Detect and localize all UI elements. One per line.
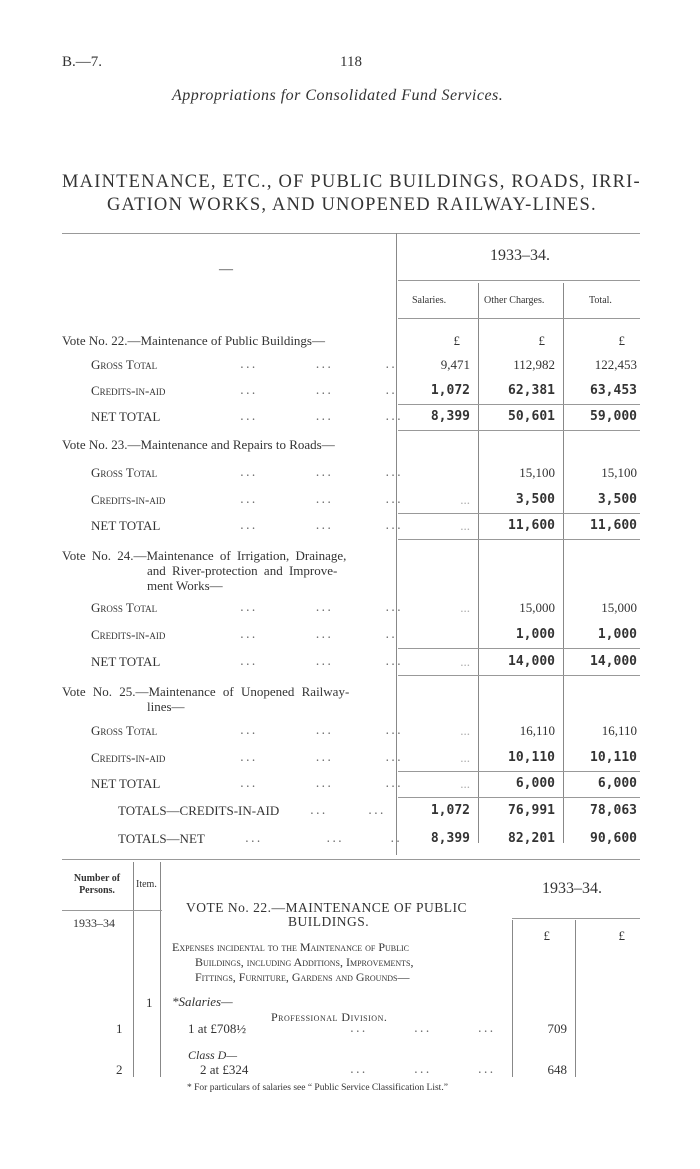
running-title: Appropriations for Consolidated Fund Services. [172,87,504,104]
rule [398,404,640,405]
v23-credits-total: 3,500 [597,492,637,507]
v24-gross-label: Gross Total [91,600,158,615]
v22-gross-total: 122,453 [594,357,637,372]
year-heading: 1933–34. [490,247,550,264]
v25-credits-salaries: ... [460,750,470,765]
v22-net-total: 59,000 [590,409,637,424]
rule [398,539,640,540]
currency-total: £ [618,333,625,348]
v23-net-label: NET TOTAL [91,518,161,533]
leader: ... ... ... [350,1021,496,1035]
detail-currency-2: £ [618,928,625,943]
year-rule [398,280,640,281]
leader: ... ... ... [350,1062,496,1076]
col-total: Total. [589,295,612,306]
detail-divider-1 [133,862,134,1077]
class-heading: Class D— [188,1048,238,1062]
vote-25-title-line2: lines— [147,699,185,714]
leader: ... ... ... [240,465,403,479]
vote-24-title-line3: ment Works— [147,578,223,593]
v24-credits-label: Credits-in-aid [91,627,166,642]
v25-gross-total: 16,110 [601,723,637,738]
vote-24-title-line1: Vote No. 24.—Maintenance of Irrigation, Drainage, [62,548,347,563]
v25-gross-label: Gross Total [91,723,158,738]
row1-persons: 1 [116,1021,123,1036]
v23-credits-label: Credits-in-aid [91,492,166,507]
v22-credits-total: 63,453 [590,383,637,398]
rule [398,430,640,431]
detail-divider-4 [575,920,576,1077]
page-ref: B.—7. [62,54,103,70]
page-number: 118 [340,54,362,70]
col-salaries: Salaries. [412,295,447,306]
v24-gross-total: 15,000 [601,600,637,615]
leader: ... ... ... [240,600,403,614]
expenses-line-2: Buildings, including Additions, Improvements, [195,955,414,969]
col-divider-2 [563,283,564,843]
totals-net-label: TOTALS—NET [118,831,205,846]
salaries-heading: *Salaries— [172,994,233,1009]
vote-22-title: Vote No. 22.—Maintenance of Public Buildings— [62,333,325,348]
v23-gross-total: 15,100 [601,465,637,480]
col-number-persons: Number of Persons. [73,873,121,896]
v24-gross-other: 15,000 [519,600,555,615]
detail-divider-3 [512,920,513,1077]
division-heading: Professional Division. [271,1010,388,1024]
section-title-line2: GATION WORKS, AND UNOPENED RAILWAY-LINES. [107,195,597,215]
rule [398,648,640,649]
totals-net-salaries: 8,399 [430,831,470,846]
rule [398,675,640,676]
vote-23-title: Vote No. 23.—Maintenance and Repairs to Roads— [62,437,335,452]
v24-net-label: NET TOTAL [91,654,161,669]
v22-gross-label: Gross Total [91,357,158,372]
leader: ... ... .. [240,627,397,641]
detail-vote-title-1: VOTE No. 22.—MAINTENANCE OF PUBLIC [186,900,467,915]
v22-net-salaries: 8,399 [430,409,470,424]
v25-credits-label: Credits-in-aid [91,750,166,765]
leader: ... ... .. [240,357,397,371]
totals-credits-other: 76,991 [508,803,555,818]
v22-credits-label: Credits-in-aid [91,383,166,398]
leader: ... ... ... [240,409,403,423]
stub-dash: — [219,262,233,277]
row2-text: 2 at £324 [200,1062,249,1077]
leader: ... ... ... [240,492,403,506]
v23-gross-other: 15,100 [519,465,555,480]
totals-credits-salaries: 1,072 [430,803,470,818]
v25-net-label: NET TOTAL [91,776,161,791]
v22-credits-salaries: 1,072 [430,383,470,398]
v25-gross-salaries: ... [460,723,470,738]
v22-net-label: NET TOTAL [91,409,161,424]
v25-credits-other: 10,110 [508,750,555,765]
currency-salaries: £ [453,333,460,348]
v24-net-salaries: ... [460,654,470,669]
detail-year-rule [512,918,640,919]
v23-net-salaries: ... [460,518,470,533]
v23-net-other: 11,600 [508,518,555,533]
v23-credits-other: 3,500 [515,492,555,507]
v23-gross-label: Gross Total [91,465,158,480]
expenses-line-1: Expenses incidental to the Maintenance of Public [172,940,409,954]
leader: ... ... ... [240,723,403,737]
v25-net-other: 6,000 [515,776,555,791]
expenses-line-3: Fittings, Furniture, Gardens and Grounds— [195,970,410,984]
row2-persons: 2 [116,1062,123,1077]
item-number: 1 [146,995,153,1010]
v24-credits-total: 1,000 [597,627,637,642]
totals-net-total: 90,600 [590,831,637,846]
detail-currency-1: £ [543,928,550,943]
row2-amount: 648 [547,1062,567,1077]
v23-credits-salaries: ... [460,492,470,507]
leader: ... ... ... [240,518,403,532]
col-other-charges: Other Charges. [484,295,545,306]
leader: ... ... ... [240,750,403,764]
v22-gross-salaries: 9,471 [440,357,470,372]
v24-net-other: 14,000 [508,654,555,669]
v23-net-total: 11,600 [590,518,637,533]
v25-net-total: 6,000 [597,776,637,791]
leader: ... ... ... [240,654,403,668]
table-bottom-rule [62,859,640,860]
detail-vote-title-2: BUILDINGS. [288,914,370,929]
table-top-rule [62,233,640,234]
year-left: 1933–34 [73,916,115,930]
leader: ... ... ... [240,776,403,790]
leader: ... ... .. [245,831,402,845]
v25-net-salaries: ... [460,776,470,791]
v24-gross-salaries: ... [460,600,470,615]
rule [398,513,640,514]
row1-text: 1 at £708½ [188,1021,247,1036]
totals-credits-label: TOTALS—CREDITS-IN-AID [118,803,280,818]
colhead-rule [398,318,640,319]
footnote: * For particulars of salaries see “ Public Service Classification List.” [187,1083,448,1093]
v22-credits-other: 62,381 [508,383,555,398]
v25-credits-total: 10,110 [590,750,637,765]
detail-head-rule [62,910,162,911]
rule [398,797,640,798]
v22-net-other: 50,601 [508,409,555,424]
currency-other: £ [538,333,545,348]
v22-gross-other: 112,982 [513,357,555,372]
v24-net-total: 14,000 [590,654,637,669]
v25-gross-other: 16,110 [519,723,555,738]
rule [398,771,640,772]
v24-credits-other: 1,000 [515,627,555,642]
detail-divider-2 [160,862,161,1077]
totals-net-other: 82,201 [508,831,555,846]
col-divider-1 [478,283,479,843]
row1-amount: 709 [547,1021,567,1036]
totals-credits-total: 78,063 [590,803,637,818]
leader: ... ... .. [240,383,397,397]
year-right: 1933–34. [542,880,602,897]
section-title-line1: MAINTENANCE, ETC., OF PUBLIC BUILDINGS, ROADS, IRRI- [62,172,641,192]
leader: ... ... [310,803,386,817]
vote-24-title-line2: and River-protection and Improve- [147,563,338,578]
col-item: Item. [136,879,157,890]
vote-25-title-line1: Vote No. 25.—Maintenance of Unopened Railway- [62,684,350,699]
